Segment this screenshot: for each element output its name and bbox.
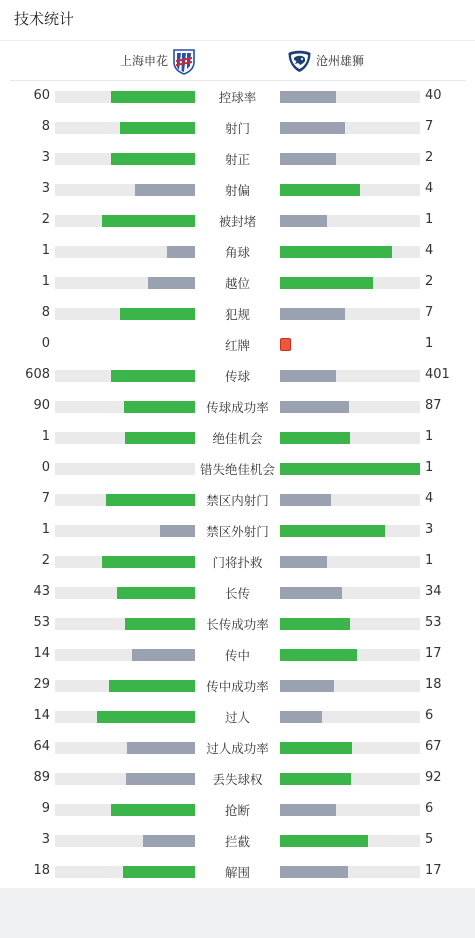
away-stat-value: 1 xyxy=(425,553,434,568)
away-stat-value: 7 xyxy=(425,305,434,320)
home-bar-track xyxy=(55,525,195,537)
stat-label: 越位 xyxy=(224,276,250,291)
cangzhou-lions-logo-icon[interactable] xyxy=(287,49,312,73)
away-stat-value: 92 xyxy=(425,770,442,785)
away-bar-fill xyxy=(280,742,352,754)
stat-label: 传中成功率 xyxy=(206,679,269,694)
home-bar-fill xyxy=(97,711,195,723)
away-bar-fill xyxy=(280,277,373,289)
away-bar-track xyxy=(280,742,420,754)
away-bar-track xyxy=(280,277,420,289)
stat-row xyxy=(0,422,475,453)
away-bar-track xyxy=(280,680,420,692)
away-stat-value: 1 xyxy=(425,460,434,475)
stat-row xyxy=(0,577,475,608)
home-bar-track xyxy=(55,804,195,816)
home-bar-fill xyxy=(143,835,196,847)
home-bar-fill xyxy=(124,401,195,413)
home-stat-value: 18 xyxy=(33,863,50,878)
home-stat-value: 608 xyxy=(25,367,50,382)
away-stat-value: 34 xyxy=(425,584,442,599)
home-bar-track xyxy=(55,463,195,475)
away-bar-fill xyxy=(280,401,349,413)
home-bar-fill xyxy=(111,91,195,103)
away-bar-fill xyxy=(280,153,336,165)
stat-row xyxy=(0,453,475,484)
away-stat-value: 1 xyxy=(425,336,434,351)
away-bar-track xyxy=(280,835,420,847)
away-bar-fill xyxy=(280,680,334,692)
home-stat-value: 1 xyxy=(41,429,50,444)
home-bar-track xyxy=(55,618,195,630)
home-bar-track xyxy=(55,215,195,227)
home-stat-value: 0 xyxy=(41,336,50,351)
away-bar-track xyxy=(280,494,420,506)
away-stat-value: 6 xyxy=(425,801,434,816)
home-bar-track xyxy=(55,866,195,878)
away-bar-fill xyxy=(280,246,392,258)
away-stat-value: 4 xyxy=(425,243,434,258)
stat-row xyxy=(0,236,475,267)
away-bar-fill xyxy=(280,649,357,661)
stat-label: 红牌 xyxy=(224,338,250,353)
away-stat-value: 7 xyxy=(425,119,434,134)
stat-row xyxy=(0,267,475,298)
home-stat-value: 3 xyxy=(41,150,50,165)
stat-label: 丢失球权 xyxy=(212,772,263,787)
away-bar-track xyxy=(280,432,420,444)
home-bar-track xyxy=(55,91,195,103)
home-stat-value: 53 xyxy=(33,615,50,630)
away-bar-fill xyxy=(280,215,327,227)
away-stat-value: 40 xyxy=(425,88,442,103)
away-bar-track xyxy=(280,153,420,165)
home-bar-fill xyxy=(111,153,195,165)
away-bar-fill xyxy=(280,866,348,878)
stat-row xyxy=(0,546,475,577)
stat-row xyxy=(0,732,475,763)
stat-row xyxy=(0,515,475,546)
away-bar-track xyxy=(280,773,420,785)
away-bar-track xyxy=(280,122,420,134)
away-bar-fill xyxy=(280,525,385,537)
home-bar-fill xyxy=(126,773,195,785)
stat-label: 门将扑救 xyxy=(212,555,263,570)
home-bar-fill xyxy=(106,494,195,506)
away-stat-value: 401 xyxy=(425,367,450,382)
away-bar-fill xyxy=(280,494,331,506)
home-bar-track xyxy=(55,494,195,506)
stat-label: 错失绝佳机会 xyxy=(199,462,275,477)
home-stat-value: 1 xyxy=(41,522,50,537)
home-bar-fill xyxy=(102,556,195,568)
away-bar-track xyxy=(280,711,420,723)
away-stat-value: 3 xyxy=(425,522,434,537)
home-stat-value: 1 xyxy=(41,243,50,258)
stat-label: 传中 xyxy=(224,648,250,663)
away-bar-track xyxy=(280,463,420,475)
stat-row xyxy=(0,298,475,329)
home-bar-track xyxy=(55,153,195,165)
stat-row xyxy=(0,608,475,639)
home-bar-track xyxy=(55,556,195,568)
home-bar-fill xyxy=(135,184,195,196)
stat-row xyxy=(0,484,475,515)
stat-label: 被封堵 xyxy=(218,214,257,229)
home-bar-track xyxy=(55,587,195,599)
home-bar-fill xyxy=(132,649,195,661)
away-bar-fill xyxy=(280,91,336,103)
stat-label: 犯规 xyxy=(224,307,250,322)
stat-label: 传球成功率 xyxy=(206,400,269,415)
stat-row xyxy=(0,391,475,422)
home-stat-value: 9 xyxy=(41,801,50,816)
home-stat-value: 8 xyxy=(41,119,50,134)
away-bar-track xyxy=(280,587,420,599)
away-stat-value: 6 xyxy=(425,708,434,723)
away-stat-value: 2 xyxy=(425,150,434,165)
away-team-name[interactable]: 沧州雄狮 xyxy=(316,54,365,68)
away-bar-track xyxy=(280,91,420,103)
stat-row xyxy=(0,639,475,670)
teams-header xyxy=(10,41,466,81)
home-bar-fill xyxy=(127,742,195,754)
away-bar-track xyxy=(280,215,420,227)
away-bar-track xyxy=(280,556,420,568)
away-bar-fill xyxy=(280,835,368,847)
away-stat-value: 67 xyxy=(425,739,442,754)
home-bar-fill xyxy=(160,525,195,537)
stat-label: 长传 xyxy=(224,586,250,601)
home-stat-value: 14 xyxy=(33,646,50,661)
away-bar-fill xyxy=(280,122,345,134)
away-bar-fill xyxy=(280,308,345,320)
home-bar-fill xyxy=(123,866,195,878)
stat-row xyxy=(0,360,475,391)
away-stat-value: 4 xyxy=(425,181,434,196)
away-bar-track xyxy=(280,401,420,413)
home-stat-value: 3 xyxy=(41,832,50,847)
home-bar-track xyxy=(55,122,195,134)
home-stat-value: 0 xyxy=(41,460,50,475)
stat-label: 射偏 xyxy=(224,183,250,198)
home-bar-fill xyxy=(111,804,195,816)
home-bar-track xyxy=(55,184,195,196)
stat-row xyxy=(0,81,475,112)
home-bar-fill xyxy=(117,587,195,599)
home-bar-fill xyxy=(120,122,195,134)
stat-label: 绝佳机会 xyxy=(212,431,263,446)
stat-row xyxy=(0,794,475,825)
away-bar-fill xyxy=(280,711,322,723)
away-stat-value: 18 xyxy=(425,677,442,692)
home-bar-track xyxy=(55,680,195,692)
away-bar-fill xyxy=(280,432,350,444)
stat-label: 角球 xyxy=(224,245,250,260)
home-bar-fill xyxy=(120,308,195,320)
home-bar-fill xyxy=(148,277,195,289)
home-stat-value: 60 xyxy=(33,88,50,103)
stat-row xyxy=(0,701,475,732)
home-bar-track xyxy=(55,711,195,723)
stat-row xyxy=(0,112,475,143)
home-bar-track xyxy=(55,742,195,754)
away-stat-value: 87 xyxy=(425,398,442,413)
stat-row xyxy=(0,174,475,205)
home-bar-fill xyxy=(111,370,195,382)
away-bar-track xyxy=(280,649,420,661)
away-stat-value: 5 xyxy=(425,832,434,847)
home-stat-value: 2 xyxy=(41,553,50,568)
stat-label: 射门 xyxy=(224,121,250,136)
home-bar-track xyxy=(55,277,195,289)
home-stat-value: 90 xyxy=(33,398,50,413)
home-bar-track xyxy=(55,246,195,258)
stat-row xyxy=(0,825,475,856)
away-bar-track xyxy=(280,866,420,878)
home-stat-value: 14 xyxy=(33,708,50,723)
stat-row xyxy=(0,329,475,360)
home-stat-value: 43 xyxy=(33,584,50,599)
stat-row xyxy=(0,205,475,236)
away-stat-value: 17 xyxy=(425,646,442,661)
away-bar-track xyxy=(280,525,420,537)
away-stat-value: 17 xyxy=(425,863,442,878)
away-stat-value: 1 xyxy=(425,429,434,444)
away-bar-track xyxy=(280,804,420,816)
shenhua-logo-icon[interactable] xyxy=(172,48,196,75)
home-stat-value: 29 xyxy=(33,677,50,692)
away-stat-value: 53 xyxy=(425,615,442,630)
stat-row xyxy=(0,143,475,174)
home-bar-fill xyxy=(125,618,195,630)
stat-label: 禁区内射门 xyxy=(206,493,269,508)
away-bar-track xyxy=(280,370,420,382)
stat-row xyxy=(0,763,475,794)
stats-list xyxy=(0,81,475,887)
stat-label: 传球 xyxy=(224,369,250,384)
away-bar-fill xyxy=(280,184,360,196)
stat-label: 射正 xyxy=(224,152,250,167)
home-bar-track xyxy=(55,432,195,444)
away-bar-track xyxy=(280,184,420,196)
home-stat-value: 3 xyxy=(41,181,50,196)
away-bar-track xyxy=(280,246,420,258)
away-bar-fill xyxy=(280,773,351,785)
home-bar-track xyxy=(55,835,195,847)
away-stat-value: 1 xyxy=(425,212,434,227)
stat-label: 长传成功率 xyxy=(206,617,269,632)
away-bar-fill xyxy=(280,587,342,599)
away-bar-fill xyxy=(280,556,327,568)
away-bar-fill xyxy=(280,370,336,382)
home-bar-fill xyxy=(167,246,195,258)
home-bar-track xyxy=(55,308,195,320)
away-bar-track xyxy=(280,308,420,320)
away-bar-fill xyxy=(280,804,336,816)
stat-label: 解围 xyxy=(224,865,250,880)
home-stat-value: 64 xyxy=(33,739,50,754)
home-bar-fill xyxy=(125,432,195,444)
page-title: 技术统计 xyxy=(14,10,75,28)
home-bar-fill xyxy=(102,215,195,227)
away-bar-fill xyxy=(280,463,420,475)
stat-label: 抢断 xyxy=(224,803,250,818)
stat-label: 控球率 xyxy=(218,90,257,105)
red-card-icon xyxy=(280,338,291,351)
stat-label: 拦截 xyxy=(224,834,250,849)
home-bar-track xyxy=(55,401,195,413)
stat-label: 过人 xyxy=(224,710,250,725)
home-bar-track xyxy=(55,370,195,382)
away-stat-value: 2 xyxy=(425,274,434,289)
home-stat-value: 7 xyxy=(41,491,50,506)
away-bar-fill xyxy=(280,618,350,630)
home-stat-value: 8 xyxy=(41,305,50,320)
stat-row xyxy=(0,670,475,701)
stat-label: 禁区外射门 xyxy=(206,524,269,539)
home-bar-track xyxy=(55,773,195,785)
away-bar-track xyxy=(280,618,420,630)
away-stat-value: 4 xyxy=(425,491,434,506)
home-bar-track xyxy=(55,649,195,661)
home-bar-fill xyxy=(109,680,195,692)
stat-row xyxy=(0,856,475,887)
home-stat-value: 2 xyxy=(41,212,50,227)
home-stat-value: 1 xyxy=(41,274,50,289)
home-stat-value: 89 xyxy=(33,770,50,785)
home-team-name[interactable]: 上海申花 xyxy=(120,54,169,68)
stat-label: 过人成功率 xyxy=(206,741,269,756)
